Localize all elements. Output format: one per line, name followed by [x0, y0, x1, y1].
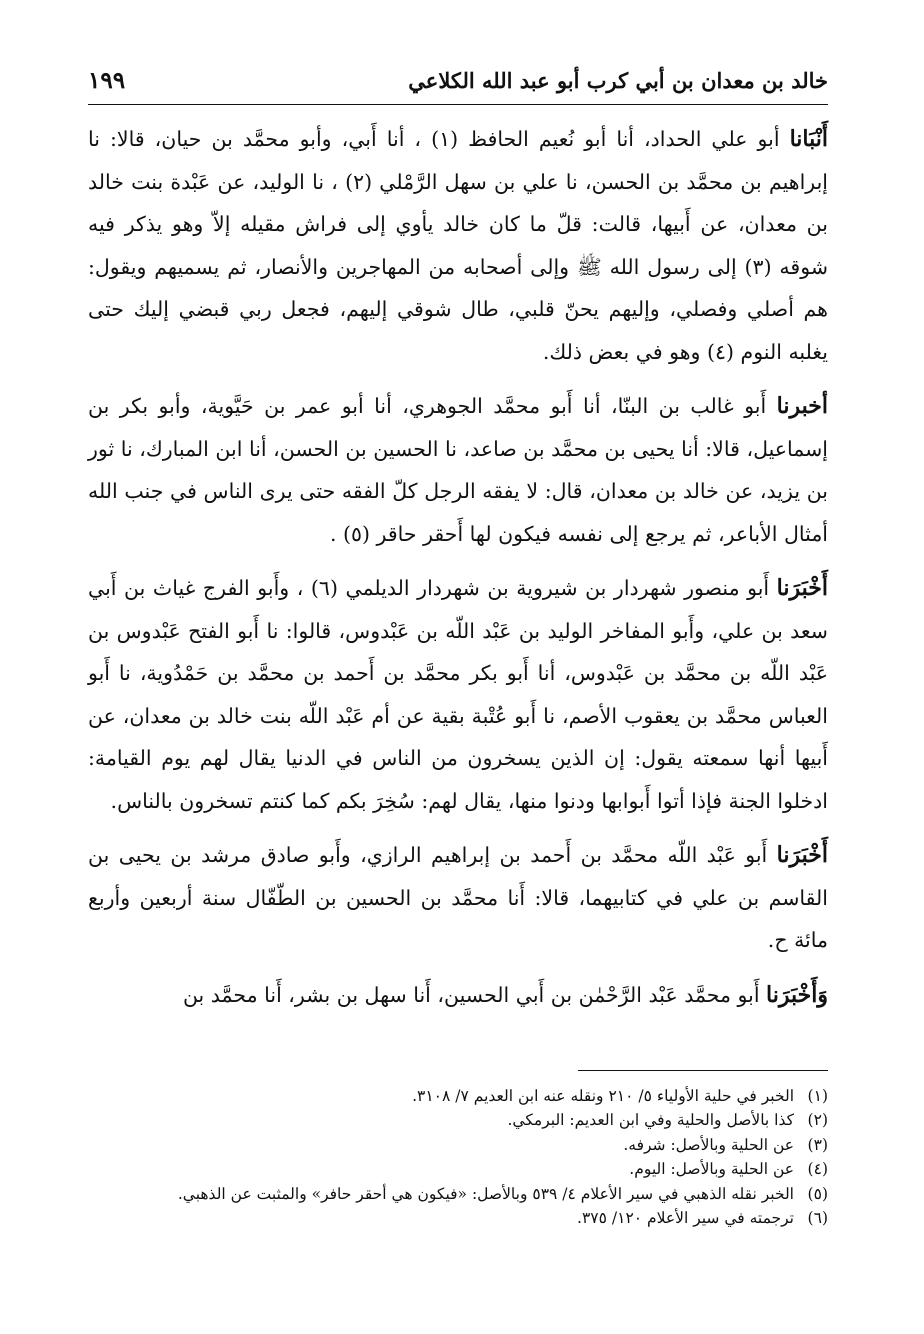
paragraph-lead: أَخْبَرَنا — [776, 575, 828, 601]
paragraph-1 — [88, 118, 828, 373]
paragraph-text: أَبو منصور شهردار بن شيروية بن شهردار الديلمي (٦) ، وأَبو الفرج غياث بن أَبي سعد بن علي، وأَبو المفاخر الوليد بن عَبْد اللّه بن عَبْدوس، قالوا: نا أَبو الفتح عَبْدوس بن عَبْد اللّه بن محمَّد بن عَبْدوس، أنا أَبو بكر محمَّد بن أَحمد بن محمَّد بن حَمْدُوية، نا أَبو العباس محمَّد بن يعقوب الأصم، نا أَبو عُتْبة بقية عن أم عَبْد اللّه بنت خالد بن معدان، عن أَبيها أنها سمعته يقول: إن الذين يسخرون من الناس في الدنيا يقال لهم يوم القيامة: ادخلوا الجنة فإذا أتوا أَبوابها ودنوا منها، يقال لهم: سُخِرَ بكم كما كنتم تسخرون بالناس. — [88, 576, 828, 813]
footnote-text: كذا بالأصل والحلية وفي ابن العديم: البرمكي. — [507, 1111, 794, 1130]
footnote-text: الخبر في حلية الأولياء ٥/ ٢١٠ ونقله عنه ابن العديم ٧/ ٣١٠٨. — [412, 1087, 794, 1105]
paragraph-2 — [88, 385, 828, 555]
footnote-number: (٦) — [807, 1209, 828, 1228]
running-header — [88, 58, 828, 102]
page-number: ١٩٩ — [88, 66, 126, 94]
footnotes — [88, 1084, 828, 1230]
footnote — [88, 1157, 828, 1181]
paragraph-lead: أخبرنا — [776, 393, 828, 419]
footnote — [88, 1084, 828, 1108]
footnote-number: (٤) — [807, 1160, 828, 1179]
footnote — [88, 1108, 828, 1132]
footnote-number: (٣) — [807, 1135, 828, 1154]
paragraph-3 — [88, 567, 828, 822]
footnote-text: عن الحلية وبالأصل: شرفه. — [623, 1135, 794, 1154]
footnote-text: عن الحلية وبالأصل: اليوم. — [629, 1160, 794, 1179]
footnote — [88, 1182, 828, 1206]
paragraph-5 — [88, 974, 828, 1017]
main-text — [88, 118, 828, 1028]
paragraph-lead: أَنْبَانا — [789, 126, 828, 152]
footnote-number: (٥) — [807, 1184, 828, 1203]
paragraph-text: أبو علي الحداد، أنا أبو نُعيم الحافظ (١) ، أنا أَبي، وأبو محمَّد بن حيان، قالا: نا إبراهيم بن محمَّد بن الحسن، نا علي بن سهل الرَّمْلي (٢) ، نا الوليد، عن عَبْدة بنت خالد بن معدان، عن أَبيها، قالت: قلّ ما كان خالد يأوي إلى فراش مقيله إلاّ وهو يذكر فيه شوقه (٣) إلى رسول الله ﷺ وإلى أصحابه من المهاجرين والأنصار، ثم يسميهم ويقول: هم أصلي وفصلي، وإليهم يحنّ قلبي، طال شوقي إليهم، فجعل ربي قبضي إليك حتى يغلبه النوم (٤) وهو في بعض ذلك. — [88, 127, 828, 364]
paragraph-4 — [88, 834, 828, 962]
running-title: خالد بن معدان بن أبي كرب أبو عبد الله الكلاعي — [408, 67, 828, 93]
paragraph-lead: وَأَخْبَرَنا — [766, 981, 828, 1008]
footnote-number: (٢) — [807, 1111, 828, 1130]
footnote — [88, 1206, 828, 1230]
paragraph-text: أَبو غالب بن البنّا، أنا أَبو محمَّد الجوهري، أنا أبو عمر بن حَيَّوية، وأبو بكر بن إسماعيل، قالا: أنا يحيى بن محمَّد بن صاعد، نا الحسين بن الحسن، أنا ابن المبارك، نا ثور بن يزيد، عن خالد بن معدان، قال: لا يفقه الرجل كلّ الفقه حتى يرى الناس في جنب الله أمثال الأباعر، ثم يرجع إلى نفسه فيكون لها أَحقر حاقر (٥) . — [88, 394, 828, 546]
paragraph-text: أَبو محمَّد عَبْد الرَّحْمٰن بن أَبي الحسين، أَنا سهل بن بشر، أَنا محمَّد بن — [182, 982, 767, 1007]
paragraph-lead: أَخْبَرَنا — [776, 842, 828, 868]
footnote-rule — [578, 1070, 828, 1071]
footnote-text: ترجمته في سير الأعلام ١٢٠/ ٣٧٥. — [577, 1209, 794, 1228]
header-rule — [88, 104, 828, 105]
paragraph-text: أَبو عَبْد اللّه محمَّد بن أَحمد بن إبراهيم الرازي، وأَبو صادق مرشد بن يحيى بن القاسم بن علي في كتابيهما، قالا: أَنا محمَّد بن الحسين بن الطّفّال سنة أربعين وأربع مائة ح. — [88, 843, 828, 952]
footnote — [88, 1133, 828, 1157]
footnote-text: الخبر نقله الذهبي في سير الأعلام ٤/ ٥٣٩ وبالأصل: «فيكون هي أحقر حافر» والمثبت عن الذهبي. — [177, 1184, 794, 1203]
footnote-number: (١) — [807, 1087, 828, 1105]
